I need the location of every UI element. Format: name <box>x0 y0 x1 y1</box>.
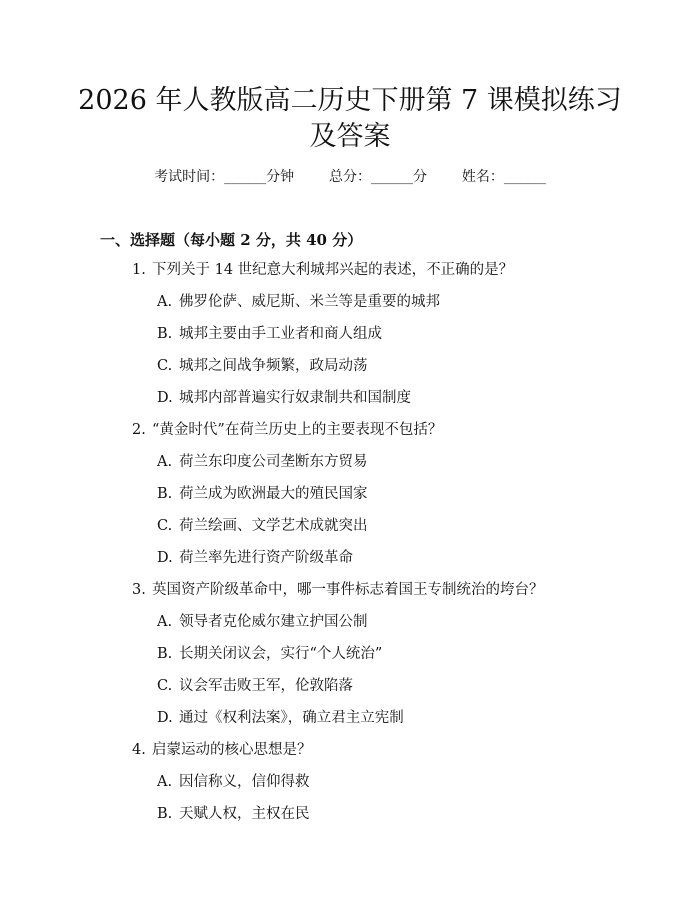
question-number: 1. <box>132 262 146 278</box>
question-text: 下列关于 14 世纪意大利城邦兴起的表述，不正确的是？ <box>152 262 514 278</box>
name-field: 姓名：______ <box>461 169 546 185</box>
option-text: 荷兰绘画、文学艺术成就突出 <box>179 518 368 534</box>
question-3-option-b <box>157 644 382 664</box>
question-4-option-b <box>157 804 310 824</box>
option-letter: B. <box>157 486 173 502</box>
question-2-option-b <box>157 484 368 504</box>
question-2 <box>132 420 442 440</box>
question-2-option-d <box>157 548 353 568</box>
option-text: 天赋人权，主权在民 <box>179 806 310 822</box>
question-3 <box>132 580 544 600</box>
question-1-option-d <box>157 388 411 408</box>
option-letter: D. <box>157 710 173 726</box>
exam-time-field: 考试时间：______分钟 <box>154 169 295 185</box>
question-1-option-b <box>157 324 382 344</box>
page-title-line-1: 2026 年人教版高二历史下册第 7 课模拟练习 <box>78 85 622 116</box>
option-letter: B. <box>157 806 173 822</box>
exam-info-line <box>0 167 700 187</box>
option-text: 荷兰率先进行资产阶级革命 <box>179 550 353 566</box>
question-2-option-c <box>157 516 368 536</box>
question-3-option-d <box>157 708 404 728</box>
option-text: 城邦之间战争频繁，政局动荡 <box>179 358 368 374</box>
option-text: 因信称义，信仰得救 <box>179 774 310 790</box>
option-letter: A. <box>157 614 173 630</box>
question-3-option-a <box>157 612 368 632</box>
question-text: “黄金时代”在荷兰历史上的主要表现不包括？ <box>152 422 443 438</box>
option-letter: D. <box>157 550 173 566</box>
option-text: 荷兰东印度公司垄断东方贸易 <box>179 454 368 470</box>
option-letter: C. <box>157 678 173 694</box>
option-letter: A. <box>157 454 173 470</box>
question-text: 启蒙运动的核心思想是？ <box>152 742 312 758</box>
option-text: 佛罗伦萨、威尼斯、米兰等是重要的城邦 <box>179 294 440 310</box>
question-1-option-a <box>157 292 440 312</box>
question-1-option-c <box>157 356 368 376</box>
question-1 <box>132 260 513 280</box>
question-text: 英国资产阶级革命中，哪一事件标志着国王专制统治的垮台？ <box>152 582 544 598</box>
question-3-option-c <box>157 676 353 696</box>
option-text: 荷兰成为欧洲最大的殖民国家 <box>179 486 368 502</box>
option-letter: C. <box>157 518 173 534</box>
question-4 <box>132 740 312 760</box>
question-number: 3. <box>132 582 146 598</box>
option-text: 长期关闭议会，实行“个人统治” <box>179 646 383 662</box>
option-text: 领导者克伦威尔建立护国公制 <box>179 614 368 630</box>
section-heading-multiple-choice: 一、选择题（每小题 2 分，共 40 分） <box>100 231 363 249</box>
option-letter: B. <box>157 326 173 342</box>
option-letter: A. <box>157 774 173 790</box>
option-letter: B. <box>157 646 173 662</box>
option-text: 城邦主要由手工业者和商人组成 <box>179 326 382 342</box>
total-score-field: 总分：______分 <box>329 169 427 185</box>
option-text: 城邦内部普遍实行奴隶制共和国制度 <box>179 390 411 406</box>
question-2-option-a <box>157 452 368 472</box>
option-letter: C. <box>157 358 173 374</box>
option-text: 通过《权利法案》，确立君主立宪制 <box>179 710 404 726</box>
page-title-line-2: 及答案 <box>309 121 391 152</box>
question-4-option-a <box>157 772 310 792</box>
question-number: 2. <box>132 422 146 438</box>
question-number: 4. <box>132 742 146 758</box>
option-text: 议会军击败王军，伦敦陷落 <box>179 678 353 694</box>
option-letter: A. <box>157 294 173 310</box>
option-letter: D. <box>157 390 173 406</box>
